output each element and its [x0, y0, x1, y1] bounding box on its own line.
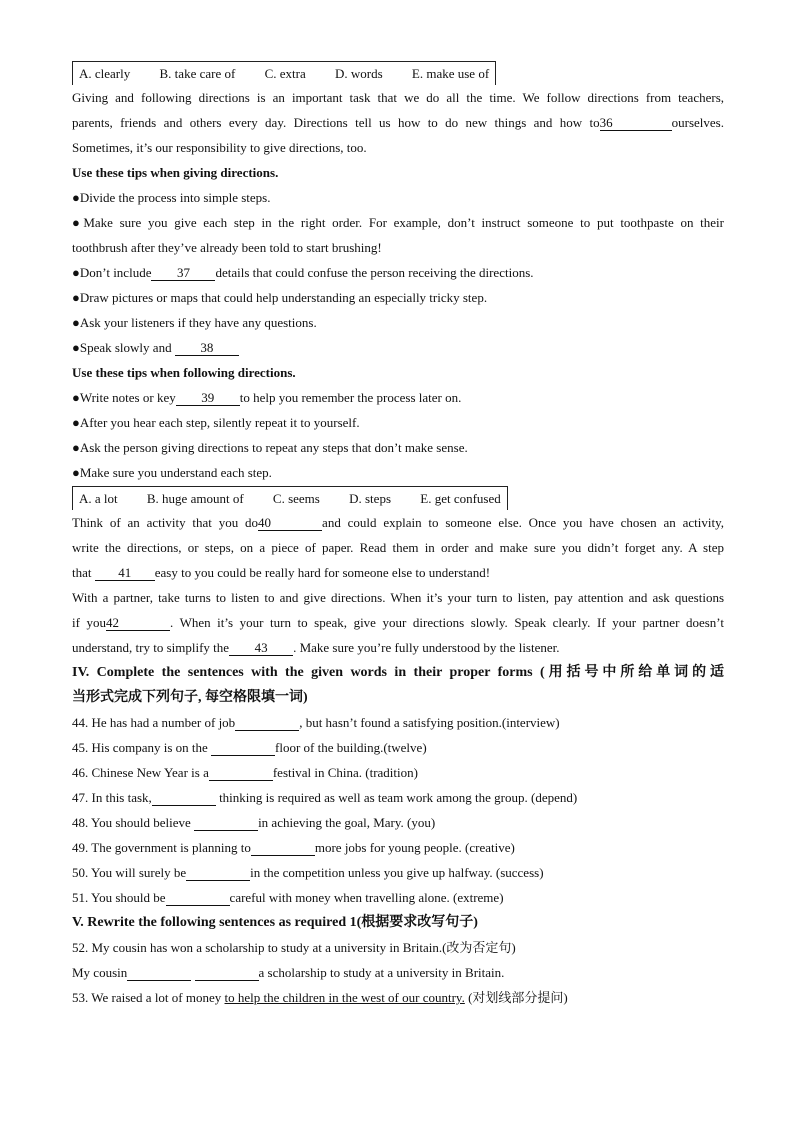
tip-item: ●Ask your listeners if they have any questions. — [72, 315, 317, 330]
underlined-part: to help the children in the west of our country. — [224, 990, 465, 1005]
section-5-heading: V. Rewrite the following sentences as required 1(根据要求改写句子) — [72, 915, 478, 930]
tip-item: ●Make sure you give each step in the right order. For example, don’t instruct someone to put toothpaste on their — [72, 215, 724, 230]
tip-item: ●Divide the process into simple steps. — [72, 190, 271, 205]
tip-item: ●Ask the person giving directions to repeat any steps that don’t make sense. — [72, 440, 468, 455]
word-box-2 — [72, 486, 508, 510]
giving-tips-heading: Use these tips when giving directions. — [72, 165, 279, 180]
word-option: D. steps — [349, 491, 391, 506]
word-option: B. take care of — [159, 66, 236, 81]
word-box-1-line — [72, 60, 724, 85]
blank-41[interactable]: 41 — [95, 565, 155, 581]
word-option: B. huge amount of — [146, 491, 244, 506]
word-option: E. get confused — [420, 491, 501, 506]
question-51: 51. You should be careful with money when travelling alone. (extreme) — [72, 890, 504, 905]
tip-item-cont: toothbrush after they’ve already been told to start brushing! — [72, 240, 382, 255]
answer-blank[interactable] — [209, 765, 273, 781]
question-52: 52. My cousin has won a scholarship to study at a university in Britain.(改为否定句) — [72, 940, 516, 955]
blank-37[interactable]: 37 — [151, 265, 215, 281]
question-49: 49. The government is planning to more jobs for young people. (creative) — [72, 840, 515, 855]
question-52-rewrite: My cousin a scholarship to study at a university in Britain. — [72, 965, 505, 980]
tip-item: ●Make sure you understand each step. — [72, 465, 272, 480]
following-tips-heading: Use these tips when following directions. — [72, 365, 296, 380]
word-option: C. extra — [264, 66, 306, 81]
blank-38[interactable]: 38 — [175, 340, 239, 356]
question-45: 45. His company is on the floor of the building.(twelve) — [72, 740, 427, 755]
tip-item: ●Write notes or key 39 to help you remember the process later on. — [72, 390, 462, 405]
passage-line: write the directions, or steps, on a piece of paper. Read them in order and make sure you didn’t forget any. A step — [72, 540, 724, 555]
blank-39[interactable]: 39 — [176, 390, 240, 406]
passage-line: Think of an activity that you do40 and could explain to someone else. Once you have chosen an activity, — [72, 515, 724, 530]
question-48: 48. You should believe in achieving the goal, Mary. (you) — [72, 815, 436, 830]
passage-line: understand, try to simplify the 43 . Make sure you’re fully understood by the listener. — [72, 640, 560, 655]
answer-blank[interactable] — [186, 865, 250, 881]
section-4-heading: IV. Complete the sentences with the given words in their proper forms (用括号中所给单词的适 — [72, 665, 724, 680]
answer-blank[interactable] — [211, 740, 275, 756]
word-option: A. a lot — [79, 491, 118, 506]
passage-line: With a partner, take turns to listen to and give directions. When it’s your turn to listen, pay attention and ask questions — [72, 590, 724, 605]
blank-42[interactable]: 42 — [106, 615, 170, 631]
passage-line: that 41 easy to you could be really hard for someone else to understand! — [72, 565, 491, 580]
passage-line: Giving and following directions is an important task that we do all the time. We follow directions from teachers, — [72, 90, 724, 105]
worksheet-page — [72, 60, 724, 1010]
tip-item: ●Draw pictures or maps that could help understanding an especially tricky step. — [72, 290, 488, 305]
question-44: 44. He has had a number of job , but hasn’t found a satisfying position.(interview) — [72, 715, 560, 730]
word-box-1 — [72, 61, 496, 85]
word-option: A. clearly — [79, 66, 131, 81]
answer-blank[interactable] — [127, 965, 191, 981]
blank-40[interactable]: 40 — [258, 515, 322, 531]
answer-blank[interactable] — [251, 840, 315, 856]
word-box-2-line — [72, 485, 724, 510]
answer-blank[interactable] — [195, 965, 259, 981]
section-4-heading-cont: 当形式完成下列句子, 每空格限填一词) — [72, 690, 308, 705]
passage-line: Sometimes, it’s our responsibility to give directions, too. — [72, 140, 367, 155]
passage-line: parents, friends and others every day. Directions tell us how to do new things and how to36 ourselves. — [72, 115, 724, 130]
answer-blank[interactable] — [194, 815, 258, 831]
question-46: 46. Chinese New Year is a festival in China. (tradition) — [72, 765, 418, 780]
question-50: 50. You will surely be in the competition unless you give up halfway. (success) — [72, 865, 544, 880]
blank-43[interactable]: 43 — [229, 640, 293, 656]
passage-line: if you42 . When it’s your turn to speak, give your directions slowly. Speak clearly. If your partner doesn’t — [72, 615, 724, 630]
answer-blank[interactable] — [235, 715, 299, 731]
tip-item: ●Speak slowly and 38 — [72, 335, 724, 360]
question-47: 47. In this task, thinking is required as well as team work among the group. (depend) — [72, 790, 578, 805]
word-option: D. words — [334, 66, 383, 81]
tip-item: ●Don’t include 37 details that could confuse the person receiving the directions. — [72, 265, 534, 280]
blank-36[interactable]: 36 — [600, 115, 672, 131]
tip-item: ●After you hear each step, silently repeat it to yourself. — [72, 415, 360, 430]
answer-blank[interactable] — [152, 790, 216, 806]
word-option: C. seems — [272, 491, 320, 506]
word-option: E. make use of — [411, 66, 490, 81]
question-53: 53. We raised a lot of money to help the children in the west of our country. (对划线部分提问) — [72, 990, 568, 1005]
answer-blank[interactable] — [166, 890, 230, 906]
